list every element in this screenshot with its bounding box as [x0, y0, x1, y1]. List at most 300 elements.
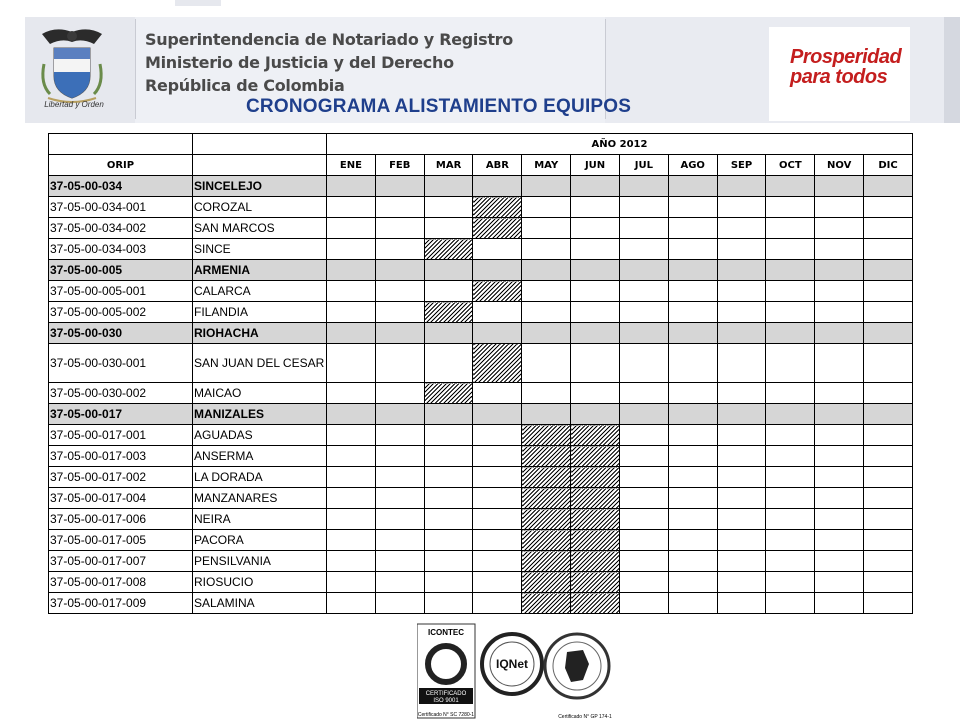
year-label: AÑO 2012 [327, 134, 913, 155]
month-cell [375, 239, 424, 260]
month-cell [766, 239, 815, 260]
month-cell [815, 218, 864, 239]
scheduled-month-cell [571, 572, 620, 593]
month-cell [717, 260, 766, 281]
scheduled-month-cell [522, 425, 571, 446]
month-cell [668, 197, 717, 218]
month-cell [473, 383, 522, 404]
month-cell [619, 281, 668, 302]
scheduled-month-cell [522, 467, 571, 488]
orip-code: 37-05-00-034 [49, 176, 193, 197]
orip-name: PACORA [193, 530, 327, 551]
scheduled-month-cell [424, 239, 473, 260]
month-cell [522, 176, 571, 197]
scheduled-month-cell [473, 197, 522, 218]
orip-column-header: ORIP [49, 155, 193, 176]
month-cell [619, 383, 668, 404]
orip-code: 37-05-00-017-005 [49, 530, 193, 551]
header-cell-empty [193, 155, 327, 176]
month-cell [327, 302, 376, 323]
month-cell [522, 383, 571, 404]
orip-name: PENSILVANIA [193, 551, 327, 572]
emblem-caption: Libertad y Orden [44, 100, 104, 109]
orip-name: SALAMINA [193, 593, 327, 614]
month-cell [815, 302, 864, 323]
month-cell [375, 281, 424, 302]
table-row [49, 446, 913, 467]
month-cell [815, 383, 864, 404]
month-cell [619, 593, 668, 614]
certification-logos [417, 622, 617, 720]
campaign-logo [790, 47, 901, 87]
orip-name: ARMENIA [193, 260, 327, 281]
month-cell [864, 509, 913, 530]
table-row [49, 530, 913, 551]
table-row [49, 488, 913, 509]
month-cell [766, 323, 815, 344]
month-cell [424, 323, 473, 344]
scheduled-month-cell [424, 383, 473, 404]
month-cell [815, 488, 864, 509]
month-cell [375, 551, 424, 572]
month-cell [864, 551, 913, 572]
month-cell [668, 344, 717, 383]
orip-name: ANSERMA [193, 446, 327, 467]
month-cell [717, 176, 766, 197]
month-cell [766, 302, 815, 323]
month-cell [522, 197, 571, 218]
orip-name: RIOSUCIO [193, 572, 327, 593]
table-row [49, 593, 913, 614]
month-header: SEP [717, 155, 766, 176]
scheduled-month-cell [571, 509, 620, 530]
month-cell [815, 260, 864, 281]
month-cell [571, 344, 620, 383]
month-cell [522, 302, 571, 323]
month-cell [717, 488, 766, 509]
month-cell [766, 260, 815, 281]
scheduled-month-cell [522, 572, 571, 593]
month-cell [766, 404, 815, 425]
month-cell [327, 509, 376, 530]
month-cell [424, 344, 473, 383]
month-cell [668, 446, 717, 467]
month-header: NOV [815, 155, 864, 176]
month-cell [424, 488, 473, 509]
orip-name: RIOHACHA [193, 323, 327, 344]
month-cell [766, 281, 815, 302]
month-cell [571, 323, 620, 344]
month-cell [424, 218, 473, 239]
month-cell [327, 260, 376, 281]
header-divider [135, 19, 136, 119]
month-cell [815, 323, 864, 344]
scheduled-month-cell [522, 509, 571, 530]
page-title: CRONOGRAMA ALISTAMIENTO EQUIPOS [246, 96, 632, 117]
month-cell [473, 551, 522, 572]
month-cell [327, 383, 376, 404]
table-row [49, 509, 913, 530]
month-cell [473, 530, 522, 551]
month-cell [815, 197, 864, 218]
month-cell [571, 218, 620, 239]
month-cell [864, 446, 913, 467]
month-cell [815, 239, 864, 260]
orip-name: AGUADAS [193, 425, 327, 446]
month-cell [473, 509, 522, 530]
month-cell [619, 446, 668, 467]
month-cell [375, 530, 424, 551]
month-cell [864, 281, 913, 302]
month-cell [424, 530, 473, 551]
month-cell [424, 404, 473, 425]
month-cell [619, 530, 668, 551]
month-cell [815, 425, 864, 446]
month-cell [668, 551, 717, 572]
orip-name: SINCE [193, 239, 327, 260]
month-cell [864, 530, 913, 551]
month-cell [717, 530, 766, 551]
month-cell [668, 425, 717, 446]
orip-name: MANIZALES [193, 404, 327, 425]
month-cell [571, 302, 620, 323]
orip-name: FILANDIA [193, 302, 327, 323]
month-cell [619, 239, 668, 260]
orip-code: 37-05-00-017-004 [49, 488, 193, 509]
month-cell [375, 176, 424, 197]
scheduled-month-cell [522, 593, 571, 614]
orip-name: NEIRA [193, 509, 327, 530]
month-cell [327, 218, 376, 239]
month-header: DIC [864, 155, 913, 176]
month-cell [864, 488, 913, 509]
month-cell [766, 551, 815, 572]
month-cell [864, 593, 913, 614]
month-cell [327, 530, 376, 551]
month-header: ENE [327, 155, 376, 176]
month-cell [619, 551, 668, 572]
month-cell [327, 425, 376, 446]
scheduled-month-cell [571, 551, 620, 572]
month-cell [619, 197, 668, 218]
month-cell [327, 488, 376, 509]
orip-code: 37-05-00-017 [49, 404, 193, 425]
header-cell-empty [193, 134, 327, 155]
month-cell [815, 551, 864, 572]
month-cell [619, 218, 668, 239]
month-cell [766, 488, 815, 509]
month-cell [571, 197, 620, 218]
month-cell [766, 344, 815, 383]
month-cell [815, 344, 864, 383]
month-cell [619, 260, 668, 281]
month-cell [522, 344, 571, 383]
table-row [49, 383, 913, 404]
month-cell [424, 572, 473, 593]
month-cell [473, 260, 522, 281]
month-cell [766, 197, 815, 218]
orip-code: 37-05-00-030 [49, 323, 193, 344]
orip-name: COROZAL [193, 197, 327, 218]
scheduled-month-cell [473, 281, 522, 302]
campaign-logo-line: para todos [790, 66, 888, 88]
month-cell [815, 446, 864, 467]
month-cell [571, 176, 620, 197]
month-cell [473, 446, 522, 467]
orip-name: SINCELEJO [193, 176, 327, 197]
table-row [49, 218, 913, 239]
month-cell [327, 404, 376, 425]
month-cell [424, 281, 473, 302]
month-cell [522, 281, 571, 302]
cert2-label: IQNet [495, 657, 529, 671]
month-cell [473, 302, 522, 323]
month-cell [473, 572, 522, 593]
scheduled-month-cell [571, 467, 620, 488]
month-cell [717, 446, 766, 467]
table-row [49, 281, 913, 302]
month-cell [815, 467, 864, 488]
month-cell [668, 509, 717, 530]
month-cell [375, 488, 424, 509]
month-cell [864, 302, 913, 323]
month-cell [619, 323, 668, 344]
month-header: OCT [766, 155, 815, 176]
month-cell [522, 218, 571, 239]
month-cell [375, 197, 424, 218]
orip-code: 37-05-00-017-002 [49, 467, 193, 488]
month-header: JUL [619, 155, 668, 176]
scheduled-month-cell [571, 446, 620, 467]
group-row [49, 260, 913, 281]
month-cell [668, 260, 717, 281]
institution-name [145, 28, 513, 97]
scheduled-month-cell [473, 344, 522, 383]
orip-name: CALARCA [193, 281, 327, 302]
scheduled-month-cell [522, 551, 571, 572]
month-cell [668, 488, 717, 509]
month-cell [864, 239, 913, 260]
month-cell [668, 176, 717, 197]
month-cell [619, 488, 668, 509]
month-cell [815, 572, 864, 593]
group-row [49, 404, 913, 425]
month-cell [717, 218, 766, 239]
month-cell [766, 176, 815, 197]
institution-line: República de Colombia [145, 76, 345, 95]
month-cell [522, 260, 571, 281]
right-strip-edge [944, 17, 960, 123]
month-cell [375, 260, 424, 281]
top-tab-decoration [175, 0, 221, 6]
month-cell [424, 467, 473, 488]
month-cell [619, 176, 668, 197]
month-cell [815, 404, 864, 425]
month-cell [668, 593, 717, 614]
month-cell [327, 239, 376, 260]
table-row [49, 302, 913, 323]
orip-name: SAN JUAN DEL CESAR [193, 344, 327, 383]
month-cell [327, 593, 376, 614]
month-cell [668, 281, 717, 302]
month-cell [375, 344, 424, 383]
month-cell [766, 425, 815, 446]
month-cell [327, 176, 376, 197]
scheduled-month-cell [522, 530, 571, 551]
month-cell [766, 530, 815, 551]
month-cell [668, 572, 717, 593]
orip-name: MAICAO [193, 383, 327, 404]
month-cell [717, 344, 766, 383]
month-cell [717, 425, 766, 446]
month-cell [424, 593, 473, 614]
month-cell [766, 509, 815, 530]
month-cell [375, 323, 424, 344]
month-cell [717, 551, 766, 572]
table-row [49, 344, 913, 383]
month-header-row [49, 155, 913, 176]
month-cell [473, 467, 522, 488]
month-cell [571, 239, 620, 260]
month-cell [766, 218, 815, 239]
month-cell [375, 446, 424, 467]
month-cell [424, 446, 473, 467]
month-cell [668, 467, 717, 488]
month-cell [864, 197, 913, 218]
month-cell [864, 425, 913, 446]
scheduled-month-cell [473, 218, 522, 239]
month-cell [717, 509, 766, 530]
month-cell [327, 467, 376, 488]
month-cell [619, 572, 668, 593]
month-cell [815, 176, 864, 197]
month-cell [668, 383, 717, 404]
month-cell [424, 509, 473, 530]
schedule-table [48, 133, 913, 614]
month-cell [668, 218, 717, 239]
month-cell [717, 467, 766, 488]
month-cell [717, 302, 766, 323]
month-cell [864, 404, 913, 425]
month-cell [717, 572, 766, 593]
cert1-label: CERTIFICADO [425, 691, 467, 697]
month-cell [327, 344, 376, 383]
institution-line: Superintendencia de Notariado y Registro [145, 30, 513, 49]
month-cell [424, 551, 473, 572]
month-header: MAR [424, 155, 473, 176]
month-cell [473, 239, 522, 260]
month-cell [619, 509, 668, 530]
month-cell [473, 488, 522, 509]
month-cell [619, 467, 668, 488]
scheduled-month-cell [522, 488, 571, 509]
month-cell [571, 383, 620, 404]
orip-code: 37-05-00-034-003 [49, 239, 193, 260]
scheduled-month-cell [571, 488, 620, 509]
month-cell [766, 593, 815, 614]
month-header: AGO [668, 155, 717, 176]
scheduled-month-cell [571, 425, 620, 446]
month-cell [717, 323, 766, 344]
orip-name: MANZANARES [193, 488, 327, 509]
month-cell [668, 239, 717, 260]
month-cell [766, 446, 815, 467]
month-cell [522, 404, 571, 425]
cert1-top: ICONTEC [428, 628, 464, 637]
month-cell [619, 404, 668, 425]
table-row [49, 425, 913, 446]
month-cell [864, 572, 913, 593]
cert3-number: Certificado N° GP 174-1 [558, 714, 612, 720]
month-cell [327, 446, 376, 467]
month-cell [375, 383, 424, 404]
orip-code: 37-05-00-030-002 [49, 383, 193, 404]
month-cell [815, 530, 864, 551]
month-cell [522, 239, 571, 260]
month-cell [571, 281, 620, 302]
month-header: JUN [571, 155, 620, 176]
month-cell [815, 281, 864, 302]
month-cell [668, 302, 717, 323]
month-cell [424, 197, 473, 218]
month-cell [424, 176, 473, 197]
orip-code: 37-05-00-005-002 [49, 302, 193, 323]
month-cell [375, 425, 424, 446]
month-cell [717, 593, 766, 614]
month-header: FEB [375, 155, 424, 176]
orip-code: 37-05-00-017-007 [49, 551, 193, 572]
orip-code: 37-05-00-017-006 [49, 509, 193, 530]
scheduled-month-cell [522, 446, 571, 467]
orip-code: 37-05-00-005-001 [49, 281, 193, 302]
scheduled-month-cell [571, 593, 620, 614]
table-row [49, 197, 913, 218]
group-row [49, 323, 913, 344]
month-cell [864, 176, 913, 197]
orip-code: 37-05-00-030-001 [49, 344, 193, 383]
month-cell [327, 572, 376, 593]
campaign-logo-line: Prosperidad [790, 46, 902, 68]
month-cell [619, 425, 668, 446]
table-row [49, 467, 913, 488]
month-cell [619, 344, 668, 383]
month-cell [327, 197, 376, 218]
orip-code: 37-05-00-034-002 [49, 218, 193, 239]
header-cell-empty [49, 134, 193, 155]
month-cell [375, 572, 424, 593]
table-row [49, 572, 913, 593]
month-cell [864, 260, 913, 281]
cert1-standard: ISO 9001 [433, 698, 459, 704]
month-cell [668, 404, 717, 425]
month-cell [815, 593, 864, 614]
month-cell [473, 323, 522, 344]
month-cell [473, 176, 522, 197]
month-cell [717, 239, 766, 260]
month-cell [815, 509, 864, 530]
month-cell [717, 404, 766, 425]
month-cell [766, 572, 815, 593]
month-cell [375, 593, 424, 614]
orip-code: 37-05-00-017-001 [49, 425, 193, 446]
month-cell [327, 551, 376, 572]
orip-name: SAN MARCOS [193, 218, 327, 239]
month-cell [864, 344, 913, 383]
month-cell [375, 404, 424, 425]
month-cell [864, 218, 913, 239]
orip-code: 37-05-00-017-008 [49, 572, 193, 593]
orip-code: 37-05-00-034-001 [49, 197, 193, 218]
